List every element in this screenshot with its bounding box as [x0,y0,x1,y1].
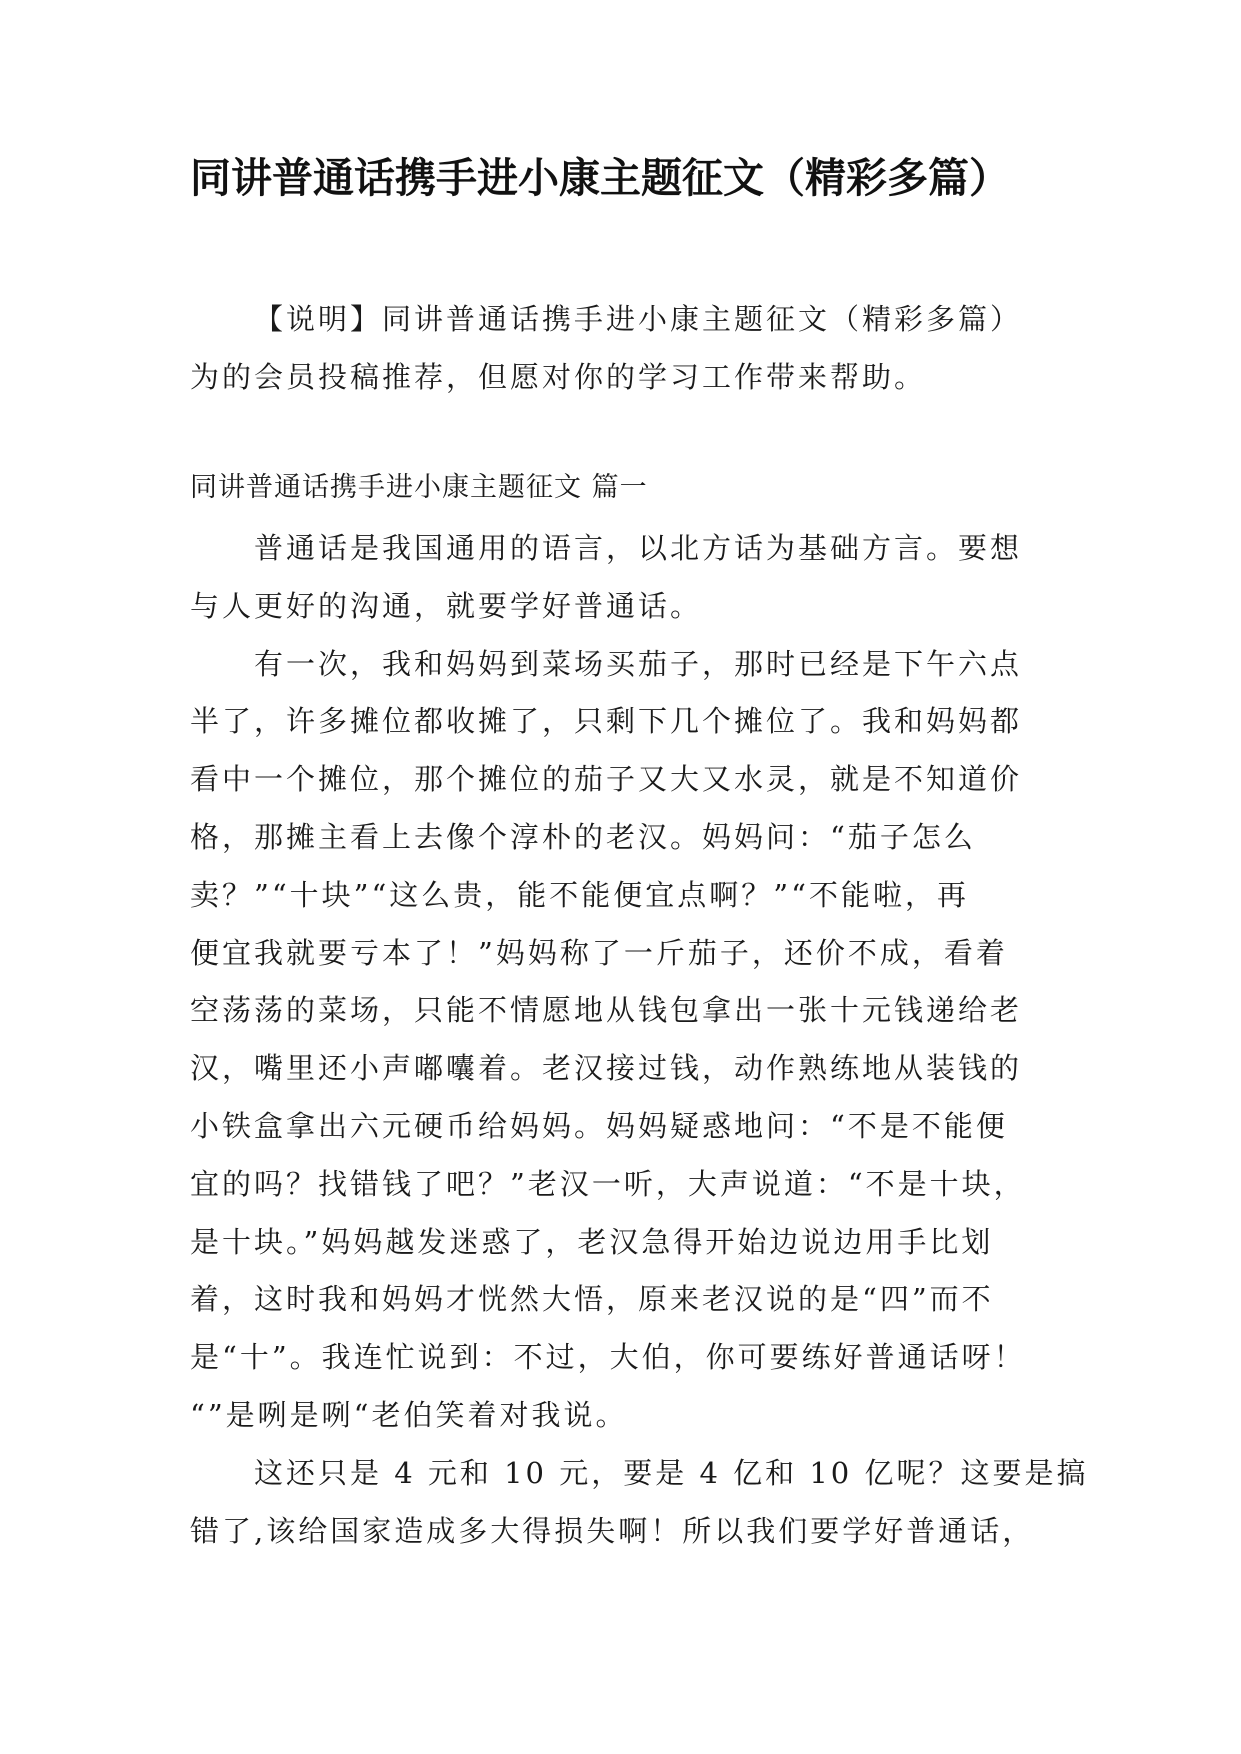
paragraph-1 [190,520,1090,636]
paragraph-3 [190,1445,1090,1561]
text-line: “”是咧是咧“老伯笑着对我说。 [190,1397,628,1432]
intro-note [190,290,1090,406]
text-line: 小铁盒拿出六元硬币给妈妈。妈妈疑惑地问：“不是不能便 [190,1108,1008,1143]
paragraph-2 [190,636,1090,1445]
text-line: 半了，许多摊位都收摊了，只剩下几个摊位了。我和妈妈都 [190,704,1023,739]
text-line: 便宜我就要亏本了！”妈妈称了一斤茄子，还价不成，看着 [190,935,1008,970]
text-line: 看中一个摊位，那个摊位的茄子又大又水灵，就是不知道价 [190,762,1023,797]
article-body [190,520,1090,1560]
intro-line: 【说明】同讲普通话携手进小康主题征文（精彩多篇） [254,302,1023,336]
text-line: 空荡荡的菜场，只能不情愿地从钱包拿出一张十元钱递给老 [190,993,1023,1028]
intro-line: 为的会员投稿推荐，但愿对你的学习工作带来帮助。 [190,360,927,394]
text-line: 与人更好的沟通，就要学好普通话。 [190,588,703,623]
text-line: 宜的吗？找错钱了吧？”老汉一听，大声说道：“不是十块， [190,1166,1026,1201]
document-title: 同讲普通话携手进小康主题征文（精彩多篇） [190,154,1010,202]
text-line: 是十块。”妈妈越发迷惑了，老汉急得开始边说边用手比划 [190,1224,994,1259]
text-line: 有一次，我和妈妈到菜场买茄子，那时已经是下午六点 [254,646,1023,681]
text-line: 这还只是 4 元和 10 元，要是 4 亿和 10 亿呢？这要是搞 [254,1455,1089,1490]
text-line: 错了,该给国家造成多大得损失啊！所以我们要学好普通话， [190,1513,1035,1548]
text-line: 着，这时我和妈妈才恍然大悟，原来老汉说的是“四”而不 [190,1282,994,1317]
text-line: 普通话是我国通用的语言，以北方话为基础方言。要想 [254,531,1023,565]
text-line: 是“十”。我连忙说到：不过，大伯，你可要练好普通话呀！ [190,1340,1026,1375]
text-line: 格，那摊主看上去像个淳朴的老汉。妈妈问：“茄子怎么 [190,819,976,854]
text-line: 卖？”“十块”“这么贵，能不能便宜点啊？”“不能啦，再 [190,877,969,912]
section-heading: 同讲普通话携手进小康主题征文 篇一 [190,472,648,503]
text-line: 汉，嘴里还小声嘟囔着。老汉接过钱，动作熟练地从装钱的 [190,1051,1023,1086]
